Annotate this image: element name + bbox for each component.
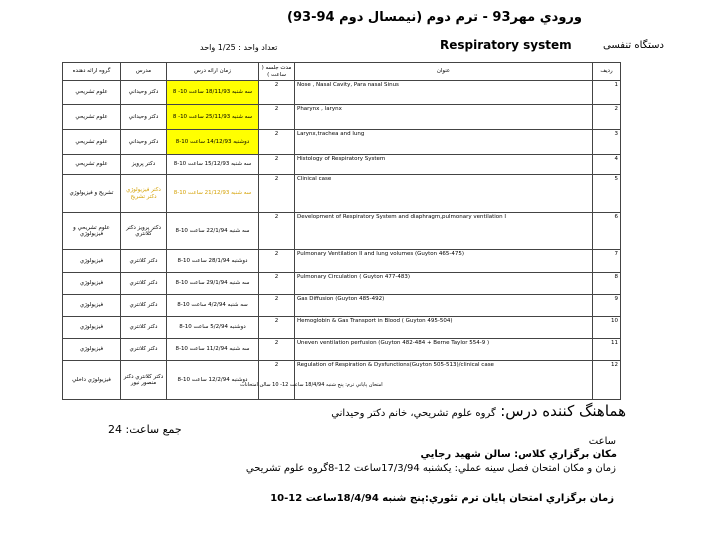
teacher-cell: دكتر وحيداني <box>121 130 167 155</box>
row-num-cell: 9 <box>593 295 621 317</box>
practical-exam-line: زمان و مكان امتحان فصل سينه عملي: يكشنبه 17/3/94ساعت 12-8گروه علوم تشريحي <box>245 463 616 474</box>
teacher-cell: دكتر كلانتري دكتر منصور نيور <box>121 361 167 400</box>
table-row <box>63 155 621 175</box>
time-cell: سه شنبه 11/2/94 ساعت 10-8 <box>167 339 259 361</box>
group-cell: علوم تشريحي <box>63 81 121 105</box>
row-num-cell: 4 <box>593 155 621 175</box>
row-num-cell: 10 <box>593 317 621 339</box>
table-row <box>63 295 621 317</box>
coordinator-value: گروه علوم تشريحي، خانم دكتر وحيداني <box>331 408 496 419</box>
system-name-fa: دستگاه تنفسی <box>603 40 664 51</box>
table-row <box>63 339 621 361</box>
row-num-cell: 8 <box>593 273 621 295</box>
time-cell: سه شنبه 25/11/93 ساعت 10- 8 <box>167 105 259 130</box>
hours-cell: 2 <box>259 273 295 295</box>
hours-cell: 2 <box>259 105 295 130</box>
row-num-cell: 6 <box>593 213 621 250</box>
time-cell: سه شنبه 15/12/93 ساعت 10-8 <box>167 155 259 175</box>
group-cell: تشريح و فيزيولوژي <box>63 175 121 213</box>
table-row <box>63 317 621 339</box>
row-num-cell: 3 <box>593 130 621 155</box>
topic-cell: Histology of Respiratory System <box>295 155 593 175</box>
col-header-row-num: ردیف <box>593 63 621 81</box>
group-cell: علوم تشريحي و فيزيولوژي <box>63 213 121 250</box>
time-cell: سه شنبه 22/1/94 ساعت 10-8 <box>167 213 259 250</box>
hours-cell: 2 <box>259 250 295 273</box>
topic-cell: Gas Diffusion (Guyton 485-492) <box>295 295 593 317</box>
time-cell: دوشنبه 12/2/94 ساعت 10-8 <box>167 361 259 400</box>
class-location-line: مكان برگزاري كلاس: سالن شهيد رجايي <box>420 449 617 460</box>
hours-cell: 2 <box>259 155 295 175</box>
topic-cell: Nose , Nasal Cavity, Para nasal Sinus <box>295 81 593 105</box>
hours-cell: 2 <box>259 361 295 400</box>
topic-cell: Pharynx , larynx <box>295 105 593 130</box>
group-cell: فيزيولوژي <box>63 273 121 295</box>
time-cell: دوشنبه 28/1/94 ساعت 10-8 <box>167 250 259 273</box>
schedule-table <box>62 62 621 400</box>
coordinator-label: هماهنگ كننده درس: <box>500 402 626 420</box>
hours-cell: 2 <box>259 130 295 155</box>
teacher-cell: دكتر كلانتري <box>121 339 167 361</box>
table-row <box>63 105 621 130</box>
col-header-topic: عنوان <box>295 63 593 81</box>
teacher-cell: دكتر كلانتري <box>121 273 167 295</box>
topic-cell: Hemoglobin & Gas Transport in Blood ( Guyton 495-504) <box>295 317 593 339</box>
page-title: ورودي مهر93 - ترم دوم (نيمسال دوم 94-93) <box>287 10 582 25</box>
topic-cell: Larynx,trachea and lung <box>295 130 593 155</box>
row-num-cell: 7 <box>593 250 621 273</box>
hours-line: ساعت <box>588 436 616 447</box>
final-exam-note: امتحان پاياني ترم: پنج شنبه 18/4/94 ساعت 12- 10 سالن امتحانات <box>240 382 383 388</box>
group-cell: فيزيولوژي <box>63 250 121 273</box>
teacher-cell: دكتر وحيداني <box>121 105 167 130</box>
group-cell: علوم تشريحي <box>63 130 121 155</box>
final-exam-line: زمان برگزاري امتحان پايان ترم تئوري:پنج شنبه 18/4/94ساعت 12-10 <box>270 493 614 504</box>
teacher-cell: دكتر وحيداني <box>121 81 167 105</box>
row-num-cell: 1 <box>593 81 621 105</box>
row-num-cell: 11 <box>593 339 621 361</box>
hours-cell: 2 <box>259 339 295 361</box>
group-cell: فيزيولوژي <box>63 317 121 339</box>
course-coordinator <box>331 402 626 420</box>
table-row <box>63 361 621 400</box>
time-cell: دوشنبه 14/12/93 ساعت 10-8 <box>167 130 259 155</box>
table-row <box>63 213 621 250</box>
hours-cell: 2 <box>259 213 295 250</box>
group-cell: فيزيولوژي داخلي <box>63 361 121 400</box>
system-name-en: Respiratory system <box>440 38 572 52</box>
time-cell: سه شنبه 21/12/93 ساعت 10-8 <box>167 175 259 213</box>
table-row <box>63 81 621 105</box>
col-header-time: زمان ارائه درس <box>167 63 259 81</box>
table-row <box>63 273 621 295</box>
row-num-cell: 12 <box>593 361 621 400</box>
group-cell: علوم تشريحي <box>63 155 121 175</box>
teacher-cell: دكتر پرويز دكتر كلانتري <box>121 213 167 250</box>
hours-cell: 2 <box>259 317 295 339</box>
teacher-cell: دكتر كلانتري <box>121 317 167 339</box>
topic-cell: Uneven ventilation perfusion (Guyton 482-484 + Berne Taylor 554-9 ) <box>295 339 593 361</box>
col-header-hours: مدت جلسه ( ساعت ) <box>259 63 295 81</box>
table-row <box>63 130 621 155</box>
table-row <box>63 250 621 273</box>
topic-cell: Pulmonary Ventilation II and lung volumes (Guyton 465-475) <box>295 250 593 273</box>
time-cell: سه شنبه 4/2/94 ساعت 10-8 <box>167 295 259 317</box>
table-header-row <box>63 63 621 81</box>
topic-cell: Regulation of Respiration & Dysfunctions(Guyton 505-513)/clinical case <box>295 361 593 400</box>
topic-cell: Pulmonary Circulation ( Guyton 477-483) <box>295 273 593 295</box>
teacher-cell: دكتر كلانتري <box>121 250 167 273</box>
hours-cell: 2 <box>259 175 295 213</box>
row-num-cell: 2 <box>593 105 621 130</box>
hours-cell: 2 <box>259 295 295 317</box>
time-cell: سه شنبه 18/11/93 ساعت 10- 8 <box>167 81 259 105</box>
teacher-cell: دكتر پرويز <box>121 155 167 175</box>
group-cell: فيزيولوژي <box>63 339 121 361</box>
row-num-cell: 5 <box>593 175 621 213</box>
total-hours: جمع ساعت: 24 <box>108 423 182 436</box>
topic-cell: Development of Respiratory System and diaphragm,pulmonary ventilation I <box>295 213 593 250</box>
unit-count: تعداد واحد : 1/25 واحد <box>200 43 278 52</box>
table-row <box>63 175 621 213</box>
hours-cell: 2 <box>259 81 295 105</box>
col-header-group: گروه ارائه دهنده <box>63 63 121 81</box>
group-cell: علوم تشريحي <box>63 105 121 130</box>
col-header-teacher: مدرس <box>121 63 167 81</box>
time-cell: سه شنبه 29/1/94 ساعت 10-8 <box>167 273 259 295</box>
time-cell: دوشنبه 5/2/94 ساعت 10-8 <box>167 317 259 339</box>
group-cell: فيزيولوژي <box>63 295 121 317</box>
teacher-cell: دكتر كلانتري <box>121 295 167 317</box>
teacher-cell: دكتر فيزيولوژي دكتر تشريح <box>121 175 167 213</box>
topic-cell: Clinical case <box>295 175 593 213</box>
